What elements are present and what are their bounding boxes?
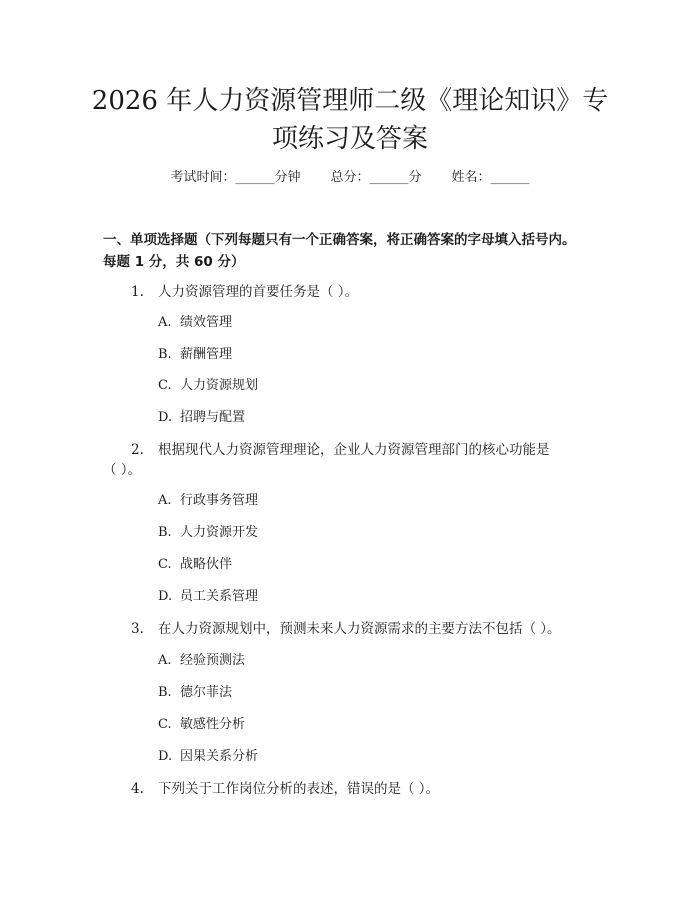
option-text: 人力资源开发 xyxy=(180,525,259,540)
option-text: 经验预测法 xyxy=(180,653,246,668)
option-2d xyxy=(158,587,258,607)
option-letter: B. xyxy=(158,525,172,540)
option-letter: B. xyxy=(158,347,172,362)
option-3c xyxy=(158,715,245,735)
question-text: 在人力资源规划中，预测未来人力资源需求的主要方法不包括（ ）。 xyxy=(158,621,561,637)
option-letter: B. xyxy=(158,685,172,700)
option-letter: D. xyxy=(158,749,173,764)
total-score-field: 总分：______分 xyxy=(330,170,422,185)
question-text: 根据现代人力资源管理理论，企业人力资源管理部门的核心功能是 xyxy=(158,442,550,458)
option-1a xyxy=(158,313,232,333)
option-3b xyxy=(158,683,232,703)
option-letter: A. xyxy=(158,653,172,668)
option-text: 因果关系分析 xyxy=(180,749,259,764)
question-text-continuation: （ ）。 xyxy=(103,462,142,478)
option-1d xyxy=(158,408,245,428)
page-title-line-1: 2026 年人力资源管理师二级《理论知识》专 xyxy=(91,86,609,116)
section-heading-line-1: 一、单项选择题（下列每题只有一个正确答案，将正确答案的字母填入括号内。 xyxy=(103,232,576,248)
question-text: 下列关于工作岗位分析的表述，错误的是（ ）。 xyxy=(158,781,440,797)
exam-info-bar xyxy=(0,168,700,188)
option-text: 招聘与配置 xyxy=(180,410,246,425)
option-text: 人力资源规划 xyxy=(180,378,259,393)
name-field: 姓名：______ xyxy=(451,170,530,185)
option-letter: A. xyxy=(158,315,172,330)
option-text: 行政事务管理 xyxy=(180,493,259,508)
question-text: 人力资源管理的首要任务是（ ）。 xyxy=(158,284,359,300)
option-text: 薪酬管理 xyxy=(180,347,233,362)
option-letter: D. xyxy=(158,589,173,604)
option-letter: C. xyxy=(158,717,172,732)
option-text: 敏感性分析 xyxy=(180,717,246,732)
question-number: 3. xyxy=(131,621,144,637)
option-1b xyxy=(158,345,232,365)
question-number: 4. xyxy=(131,781,144,797)
option-2b xyxy=(158,523,258,543)
option-3d xyxy=(158,747,258,767)
question-number: 2. xyxy=(131,442,144,458)
option-letter: C. xyxy=(158,557,172,572)
option-letter: C. xyxy=(158,378,172,393)
option-letter: A. xyxy=(158,493,172,508)
option-letter: D. xyxy=(158,410,173,425)
page-title-line-2: 项练习及答案 xyxy=(271,124,428,154)
exam-time-field: 考试时间：______分钟 xyxy=(170,170,301,185)
option-text: 绩效管理 xyxy=(180,315,233,330)
option-text: 德尔菲法 xyxy=(180,685,233,700)
option-text: 战略伙伴 xyxy=(180,557,233,572)
question-number: 1. xyxy=(131,284,144,300)
section-heading-line-2: 每题 1 分，共 60 分） xyxy=(103,254,245,270)
option-text: 员工关系管理 xyxy=(180,589,259,604)
option-2c xyxy=(158,555,232,575)
option-2a xyxy=(158,491,258,511)
option-3a xyxy=(158,651,245,671)
option-1c xyxy=(158,376,258,396)
